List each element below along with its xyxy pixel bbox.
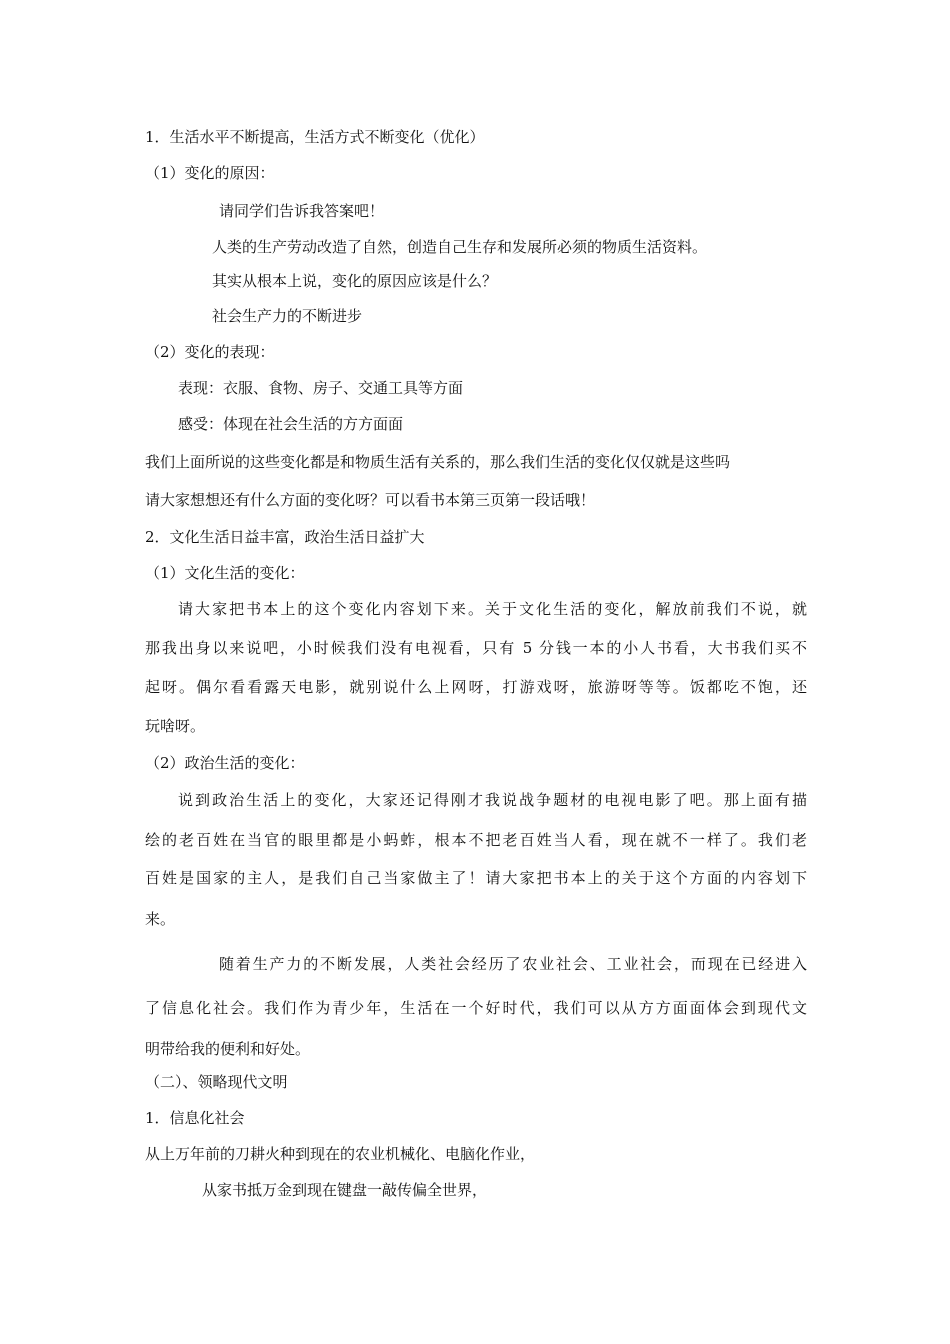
paragraph-line: 随着生产力的不断发展，人类社会经历了农业社会、工业社会，而现在已经进入 (219, 955, 807, 973)
paragraph-line: 社会生产力的不断进步 (212, 307, 363, 325)
paragraph-line: 人类的生产劳动改造了自然，创造自己生存和发展所必须的物质生活资料。 (212, 238, 708, 256)
subheading-manifestation: （2）变化的表现： (145, 343, 275, 361)
paragraph-line: 其实从根本上说，变化的原因应该是什么？ (212, 272, 498, 290)
heading-2-culture-politics: 2．文化生活日益丰富，政治生活日益扩大 (145, 528, 425, 546)
paragraph-line: 表现：衣服、食物、房子、交通工具等方面 (178, 379, 464, 397)
paragraph-line: 了信息化社会。我们作为青少年，生活在一个好时代，我们可以从方方面面体会到现代文 (145, 999, 807, 1017)
paragraph-line: 来。 (145, 910, 176, 928)
paragraph-line: 那我出身以来说吧，小时候我们没有电视看，只有 5 分钱一本的小人书看，大书我们买不 (145, 639, 807, 657)
heading-information-society: 1．信息化社会 (145, 1109, 245, 1127)
paragraph-line: 感受：体现在社会生活的方方面面 (178, 415, 404, 433)
paragraph-line: 请大家把书本上的这个变化内容划下来。关于文化生活的变化，解放前我们不说，就 (178, 600, 807, 618)
paragraph-line: 玩啥呀。 (145, 717, 206, 735)
paragraph-line: 请同学们告诉我答案吧！ (219, 202, 385, 220)
paragraph-line: 百姓是国家的主人，是我们自己当家做主了！请大家把书本上的关于这个方面的内容划下 (145, 869, 807, 887)
paragraph-line: 起呀。偶尔看看露天电影，就别说什么上网呀，打游戏呀，旅游呀等等。饭都吃不饱，还 (145, 678, 807, 696)
paragraph-line: 明带给我的便利和好处。 (145, 1040, 311, 1058)
section-heading-modern-civilization: （二）、领略现代文明 (145, 1073, 288, 1091)
paragraph-line: 说到政治生活上的变化，大家还记得刚才我说战争题材的电视电影了吧。那上面有描 (178, 791, 807, 809)
paragraph-line: 从家书抵万金到现在键盘一敲传偏全世界， (202, 1181, 488, 1199)
paragraph-line: 我们上面所说的这些变化都是和物质生活有关系的，那么我们生活的变化仅仅就是这些吗 (145, 453, 731, 471)
paragraph-line: 请大家想想还有什么方面的变化呀？可以看书本第三页第一段话哦！ (145, 491, 596, 509)
paragraph-line: 从上万年前的刀耕火种到现在的农业机械化、电脑化作业， (145, 1145, 536, 1163)
heading-1-living-standard: 1．生活水平不断提高，生活方式不断变化（优化） (145, 128, 485, 146)
subheading-cultural-life: （1）文化生活的变化： (145, 564, 305, 582)
subheading-political-life: （2）政治生活的变化： (145, 754, 305, 772)
subheading-cause: （1）变化的原因： (145, 164, 275, 182)
paragraph-line: 绘的老百姓在当官的眼里都是小蚂蚱，根本不把老百姓当人看，现在就不一样了。我们老 (145, 831, 807, 849)
